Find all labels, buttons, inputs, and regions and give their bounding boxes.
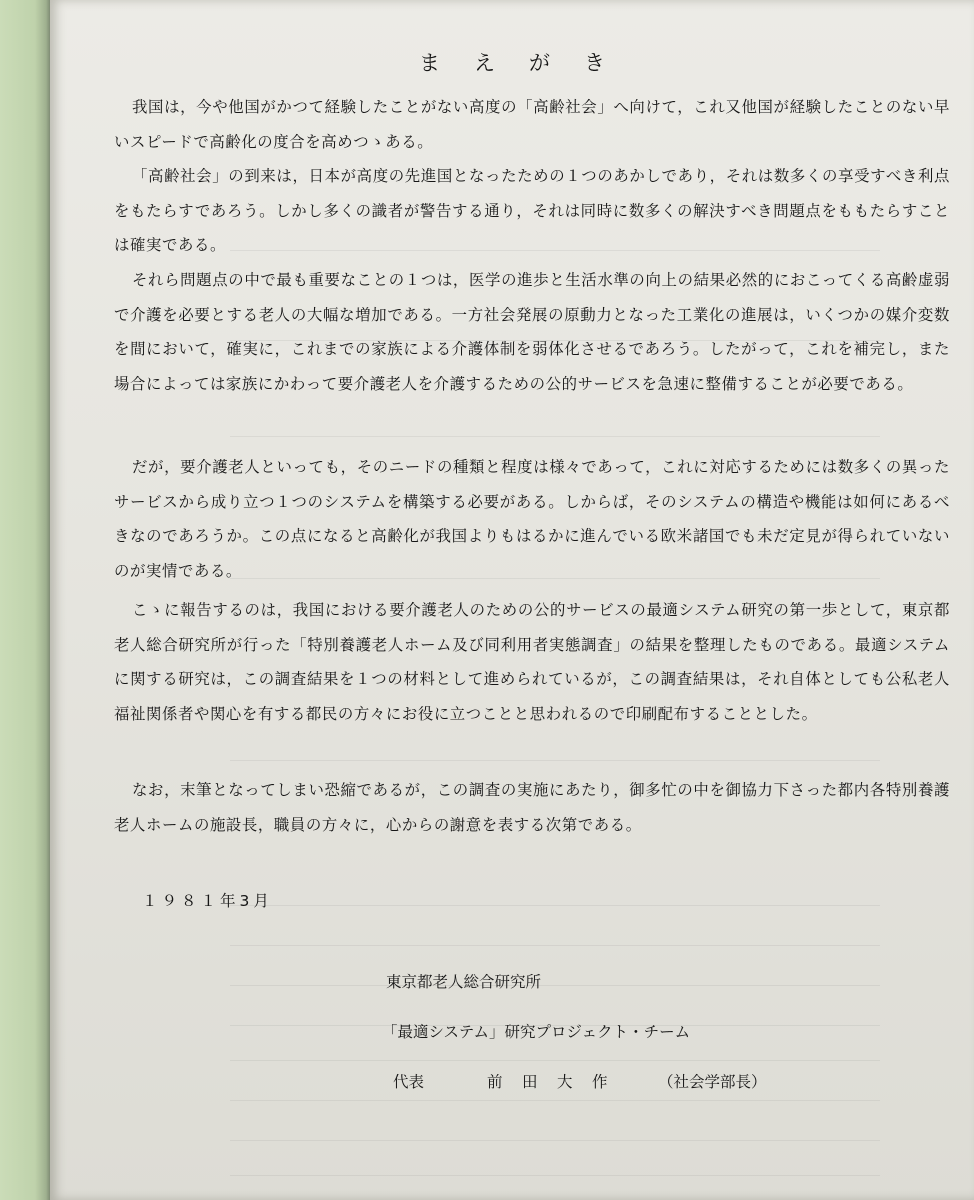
binding-edge (0, 0, 50, 1200)
representative-name: 前 田 大 作 (487, 1073, 610, 1091)
paragraph-4: だが，要介護老人といっても，そのニードの種類と程度は様々であって，これに対応するためには数多くの異ったサービスから成り立つ１つのシステムを構築する必要がある。しからば，そのシステムの構造や機能は如何にあるべきなのであろうか。この点になると高齢化が我国よりもはるかに進んでいる欧米諸国でも未だ定見が得られていないのが実情である。 (114, 458, 950, 580)
date: １９８１年3月 (142, 892, 273, 910)
paragraph-6: なお，末筆となってしまい恐縮であるが，この調査の実施にあたり，御多忙の中を御協力下さった都内各特別養護老人ホームの施設長，職員の方々に，心からの謝意を表する次第である。 (114, 781, 950, 834)
paragraph-5: こゝに報告するのは，我国における要介護老人のための公的サービスの最適システム研究の第一歩として，東京都老人総合研究所が行った「特別養護老人ホーム及び同利用者実態調査」の結果を整理したものである。最適システムに関する研究は，この調査結果を１つの材料として進められているが，この調査結果は，それ自体としても公私老人福祉関係者や関心を有する都民の方々にお役に立つことと思われるので印刷配布することとした。 (114, 601, 950, 723)
paragraph-3: それら問題点の中で最も重要なことの１つは，医学の進歩と生活水準の向上の結果必然的におこってくる高齢虚弱で介護を必要とする老人の大幅な増加である。一方社会発展の原動力となった工業化の進展は，いくつかの媒介変数を間において，確実に，これまでの家族による介護体制を弱体化させるであろう。したがって，これを補完し，また場合によっては家族にかわって要介護老人を介護するための公的サービスを急速に整備することが必要である。 (114, 271, 950, 393)
representative-affiliation: （社会学部長） (658, 1073, 767, 1091)
paragraph-2: 「高齢社会」の到来は，日本が高度の先進国となったための１つのあかしであり，それは数多くの享受すべき利点をもたらすであろう。しかし多くの識者が警告する通り，それは同時に数多くの解決すべき問題点をももたらすことは確実である。 (114, 167, 950, 254)
page-title: まえがき (419, 51, 639, 75)
paragraph-1: 我国は，今や他国がかつて経験したことがない高度の「高齢社会」へ向けて，これ又他国が経験したことのない早いスピードで高齢化の度合を高めつゝある。 (114, 98, 950, 151)
representative-label: 代表 (393, 1073, 425, 1091)
project-team: 「最適システム」研究プロジェクト・チーム (382, 1023, 691, 1041)
institute-name: 東京都老人総合研究所 (386, 973, 542, 991)
